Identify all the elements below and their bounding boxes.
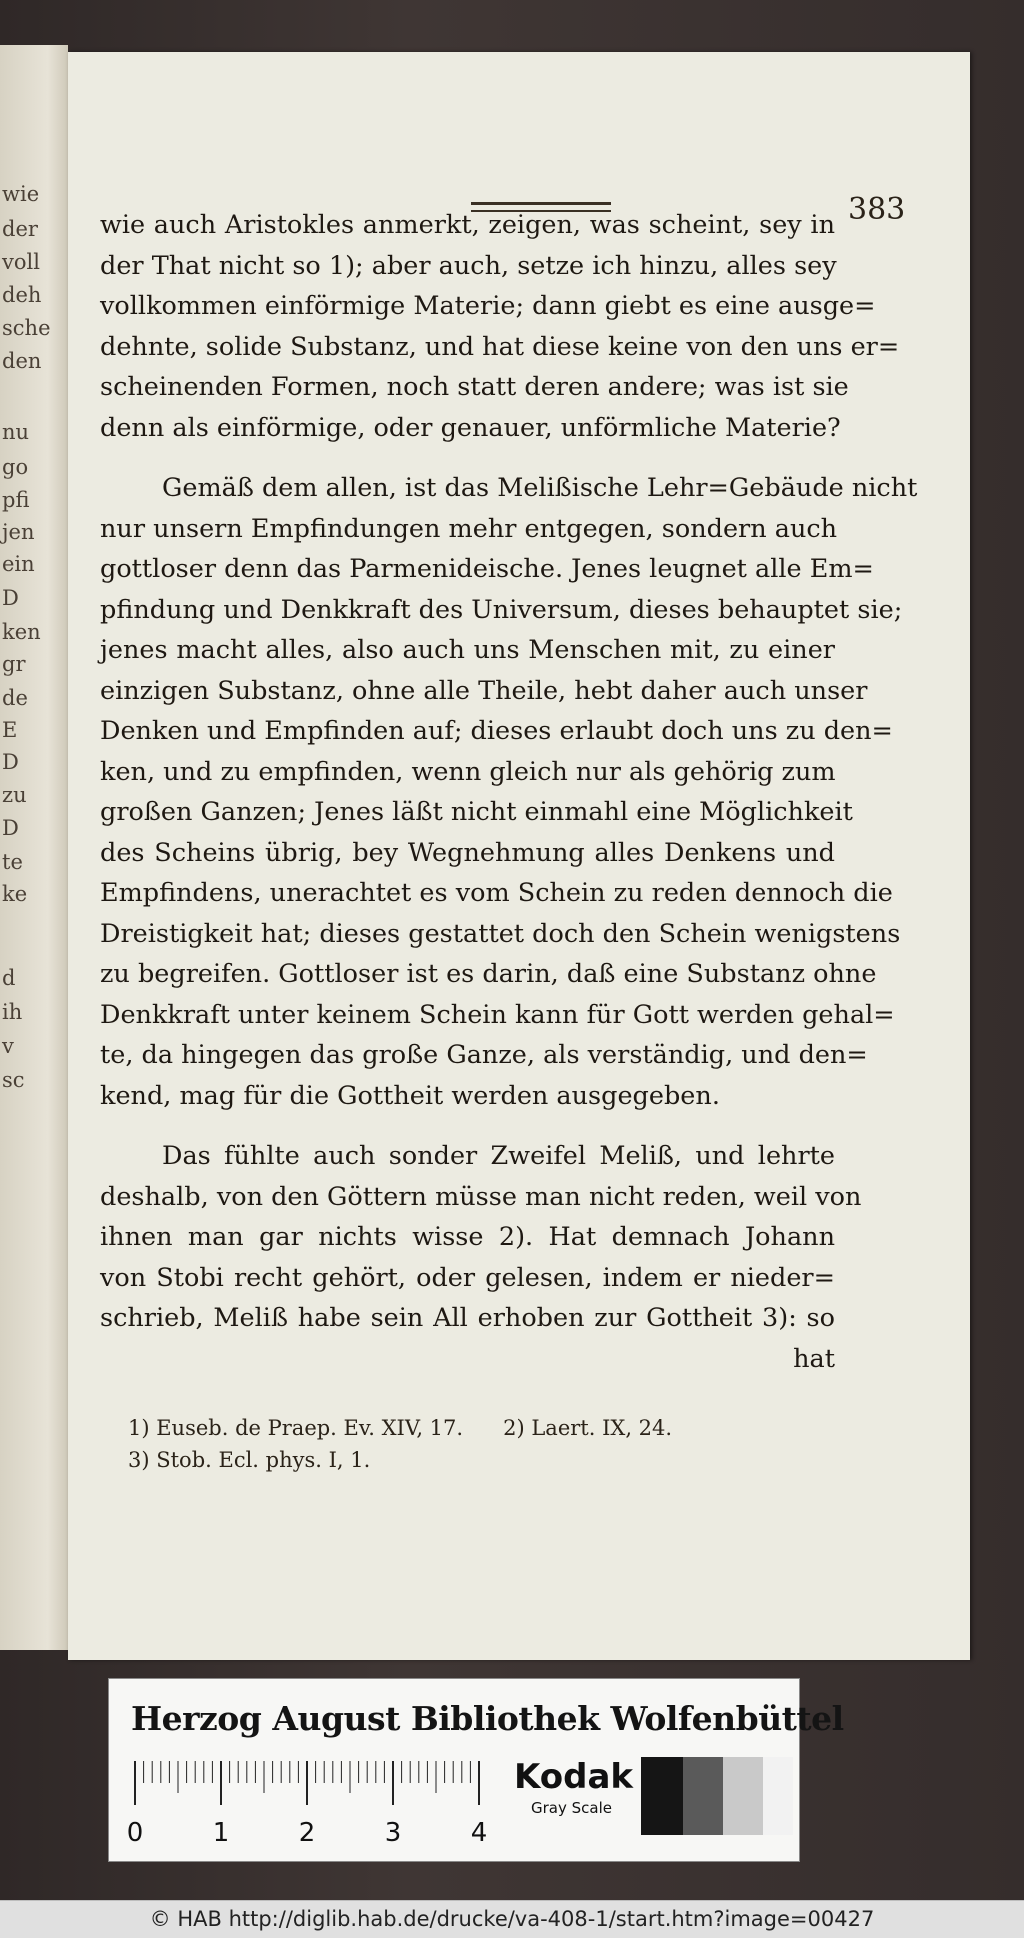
footnote: 1) Euseb. de Praep. Ev. XIV, 17. 2) Laert. IX, 24. bbox=[128, 1416, 673, 1440]
facing-page-fragment: wie bbox=[2, 182, 40, 206]
text-line: Denkkraft unter keinem Schein kann für Gott werden gehal= bbox=[100, 999, 895, 1030]
facing-page-fragment: D bbox=[2, 586, 19, 610]
facing-page-fragment: D bbox=[2, 816, 19, 840]
text-line: nur unsern Empfindungen mehr entgegen, sondern auch bbox=[100, 513, 838, 544]
text-line: zu begreifen. Gottloser ist es darin, daß eine Substanz ohne bbox=[100, 959, 877, 989]
text-line: wie auch Aristokles anmerkt, zeigen, was scheint, sey in bbox=[100, 210, 835, 240]
text-line: jenes macht alles, also auch uns Menschen mit, zu einer bbox=[100, 635, 835, 665]
facing-page-fragment: de bbox=[2, 686, 28, 710]
text-line: Dreistigkeit hat; dieses gestattet doch den Schein wenigstens bbox=[100, 918, 901, 949]
gray-swatch-light bbox=[723, 1757, 763, 1835]
facing-page-fragment: sche bbox=[2, 316, 51, 340]
ruler-number: 0 bbox=[126, 1818, 144, 1848]
text-line: Empfindens, unerachtet es vom Schein zu reden dennoch die bbox=[100, 878, 893, 908]
text-line: pfindung und Denkkraft des Universum, dieses behauptet sie; bbox=[100, 594, 903, 625]
facing-page-fragment: gr bbox=[2, 652, 26, 676]
facing-page-fragment: der bbox=[2, 217, 38, 241]
text-line: scheinenden Formen, noch statt deren andere; was ist sie bbox=[100, 372, 849, 402]
facing-page-fragment: ken bbox=[2, 620, 41, 644]
text-line: dehnte, solide Substanz, und hat diese keine von den uns er= bbox=[100, 331, 900, 362]
ruler-number: 2 bbox=[298, 1818, 316, 1848]
facing-page-fragment: pfi bbox=[2, 488, 30, 512]
text-line: gottloser denn das Parmenideische. Jenes leugnet alle Em= bbox=[100, 554, 874, 584]
text-line: Denken und Empfinden auf; dieses erlaubt doch uns zu den= bbox=[100, 716, 893, 746]
gray-swatch-white bbox=[763, 1757, 793, 1835]
text-line: vollkommen einförmige Materie; dann giebt es eine ausge= bbox=[100, 291, 876, 321]
facing-page-fragment: ke bbox=[2, 882, 28, 906]
text-line: te, da hingegen das große Ganze, als verständig, und den= bbox=[100, 1040, 868, 1070]
text-line: ken, und zu empfinden, wenn gleich nur als gehörig zum bbox=[100, 756, 836, 787]
facing-page-fragment: D bbox=[2, 750, 19, 774]
facing-page-fragment: d bbox=[2, 966, 16, 990]
text-line: kend, mag für die Gottheit werden ausgegeben. bbox=[100, 1080, 720, 1111]
facing-page-fragment: deh bbox=[2, 283, 42, 307]
text-line: der That nicht so 1); aber auch, setze ich hinzu, alles sey bbox=[100, 250, 837, 281]
ruler-number: 4 bbox=[470, 1818, 488, 1848]
footnotes bbox=[128, 1412, 828, 1476]
facing-page-fragment: E bbox=[2, 718, 18, 742]
color-calibration-card bbox=[108, 1678, 844, 1862]
facing-page-fragment: sc bbox=[2, 1068, 25, 1092]
text-line: des Scheins übrig, bey Wegnehmung alles Denkens und bbox=[100, 837, 835, 868]
facing-page-fragment: nu bbox=[2, 420, 30, 444]
paragraph bbox=[100, 468, 918, 1116]
copyright-text: © HAB http://diglib.hab.de/drucke/va-408-1/start.htm?image=00427 bbox=[149, 1907, 875, 1931]
text-line: deshalb, von den Göttern müsse man nicht reden, weil von bbox=[100, 1181, 862, 1212]
footnote: 3) Stob. Ecl. phys. I, 1. bbox=[128, 1448, 371, 1472]
text-line: großen Ganzen; Jenes läßt nicht einmahl eine Möglichkeit bbox=[100, 797, 853, 827]
facing-page-fragment: ein bbox=[2, 552, 35, 576]
facing-page-fragment: te bbox=[2, 850, 23, 874]
text-line: Gemäß dem allen, ist das Melißische Lehr=Gebäude nicht bbox=[162, 473, 918, 503]
measurement-ruler bbox=[126, 1759, 509, 1851]
text-line: denn als einförmige, oder genauer, unförmliche Materie? bbox=[100, 412, 841, 443]
text-line: von Stobi recht gehört, oder gelesen, indem er nieder= bbox=[100, 1262, 835, 1293]
facing-page-fragment: voll bbox=[2, 250, 40, 274]
facing-page-fragment: jen bbox=[2, 520, 35, 544]
ruler-number: 3 bbox=[384, 1818, 402, 1848]
gray-swatch-black bbox=[641, 1757, 683, 1835]
gray-scale-label: Gray Scale bbox=[531, 1799, 612, 1817]
facing-page-fragment: go bbox=[2, 455, 29, 479]
text-line: einzigen Substanz, ohne alle Theile, hebt daher auch unser bbox=[100, 675, 868, 706]
text-line: schrieb, Meliß habe sein All erhoben zur Gottheit 3): so bbox=[100, 1303, 835, 1333]
copyright-footer bbox=[0, 1900, 1024, 1938]
ruler-number: 1 bbox=[212, 1818, 230, 1848]
text-line: Das fühlte auch sonder Zweifel Meliß, und lehrte bbox=[162, 1141, 835, 1171]
paragraph bbox=[100, 1136, 862, 1379]
facing-page-fragment: v bbox=[2, 1034, 14, 1058]
kodak-brand: Kodak bbox=[514, 1757, 633, 1797]
facing-page-edge bbox=[0, 45, 68, 1650]
library-name: Herzog August Bibliothek Wolfenbüttel bbox=[131, 1699, 844, 1738]
facing-page-fragment: zu bbox=[2, 783, 27, 807]
catchword: hat bbox=[793, 1343, 835, 1374]
facing-page-fragment: den bbox=[2, 349, 42, 373]
page-number: 383 bbox=[848, 192, 906, 227]
gray-swatch-dark bbox=[683, 1757, 723, 1835]
facing-page-fragment: ih bbox=[2, 1000, 23, 1024]
text-line: ihnen man gar nichts wisse 2). Hat demnach Johann bbox=[100, 1222, 835, 1252]
